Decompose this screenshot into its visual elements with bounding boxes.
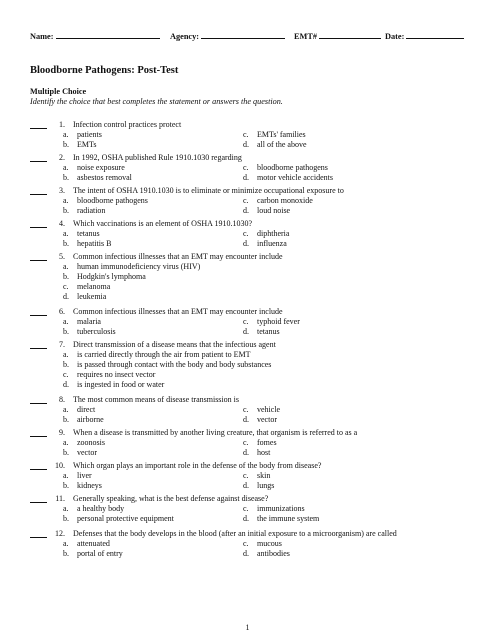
option-text: EMTs — [77, 140, 97, 149]
option-letter: b. — [63, 173, 69, 182]
option-text: patients — [77, 130, 102, 139]
answer-blank[interactable] — [30, 395, 47, 404]
question-text: Generally speaking, what is the best defense against disease? — [73, 494, 269, 503]
option-letter: b. — [63, 481, 69, 490]
option-letter: b. — [63, 514, 69, 523]
option-letter: c. — [63, 282, 69, 291]
test-title: Bloodborne Pathogens: Post-Test — [30, 65, 179, 76]
option-letter: a. — [63, 539, 69, 548]
question-text: Which organ plays an important role in the defense of the body from disease? — [73, 461, 322, 470]
option-text: is passed through contact with the body and body substances — [77, 360, 272, 369]
emt-number-label: EMT# — [294, 32, 318, 41]
name-field-group — [30, 30, 160, 41]
option-text: vector — [77, 448, 97, 457]
date-field-group — [385, 30, 464, 41]
option-letter: d. — [243, 239, 249, 248]
option-letter: a. — [63, 130, 69, 139]
question-number: 3. — [59, 186, 65, 195]
option-text: Hodgkin's lymphoma — [77, 272, 146, 281]
question-text: In 1992, OSHA published Rule 1910.1030 regarding — [73, 153, 242, 162]
option-letter: a. — [63, 471, 69, 480]
option-text: antibodies — [257, 549, 290, 558]
option-text: typhoid fever — [257, 317, 300, 326]
emt-field-group — [294, 30, 381, 41]
agency-field-group — [170, 30, 285, 41]
answer-choices — [0, 350, 495, 390]
question-text: Direct transmission of a disease means that the infectious agent — [73, 340, 276, 349]
option-letter: b. — [63, 272, 69, 281]
answer-blank[interactable] — [30, 428, 47, 437]
option-letter: b. — [63, 140, 69, 149]
option-text: attenuated — [77, 539, 110, 548]
option-text: noise exposure — [77, 163, 125, 172]
option-text: direct — [77, 405, 96, 414]
option-letter: d. — [243, 448, 249, 457]
answer-blank[interactable] — [30, 120, 47, 129]
question-text: Common infectious illnesses that an EMT may encounter include — [73, 307, 283, 316]
answer-blank[interactable] — [30, 252, 47, 261]
option-text: malaria — [77, 317, 101, 326]
question-text: The intent of OSHA 1910.1030 is to eliminate or minimize occupational exposure to — [73, 186, 344, 195]
answer-blank[interactable] — [30, 219, 47, 228]
question-number: 8. — [59, 395, 65, 404]
option-text: vector — [257, 415, 277, 424]
answer-choices — [0, 539, 495, 579]
option-letter: c. — [243, 317, 249, 326]
question-number: 4. — [59, 219, 65, 228]
option-letter: c. — [243, 130, 249, 139]
question-text: Defenses that the body develops in the blood (after an initial exposure to a microorganism) are called — [73, 529, 397, 538]
option-text: all of the above — [257, 140, 307, 149]
question-number: 9. — [59, 428, 65, 437]
date-blank[interactable] — [406, 30, 464, 39]
option-text: mucous — [257, 539, 282, 548]
option-letter: d. — [243, 327, 249, 336]
option-letter: c. — [243, 196, 249, 205]
option-text: diphtheria — [257, 229, 290, 238]
answer-choices — [0, 262, 495, 302]
option-letter: c. — [243, 471, 249, 480]
answer-blank[interactable] — [30, 461, 47, 470]
option-text: EMTs' families — [257, 130, 306, 139]
answer-blank[interactable] — [30, 340, 47, 349]
option-text: skin — [257, 471, 271, 480]
question-text: Common infectious illnesses that an EMT may encounter include — [73, 252, 283, 261]
option-text: bloodborne pathogens — [257, 163, 328, 172]
date-label: Date: — [385, 32, 405, 41]
option-text: human immunodeficiency virus (HIV) — [77, 262, 201, 271]
option-letter: d. — [243, 140, 249, 149]
question-text: The most common means of disease transmission is — [73, 395, 239, 404]
question-number: 11. — [55, 494, 65, 503]
option-text: asbestos removal — [77, 173, 132, 182]
option-text: loud noise — [257, 206, 291, 215]
option-letter: c. — [243, 539, 249, 548]
option-text: fomes — [257, 438, 277, 447]
question-text: Infection control practices protect — [73, 120, 182, 129]
option-text: vehicle — [257, 405, 281, 414]
option-letter: c. — [63, 370, 69, 379]
option-letter: b. — [63, 206, 69, 215]
option-text: melanoma — [77, 282, 111, 291]
question-text: Which vaccinations is an element of OSHA 1910.1030? — [73, 219, 253, 228]
option-letter: d. — [63, 380, 69, 389]
option-text: tetanus — [257, 327, 280, 336]
option-letter: c. — [243, 405, 249, 414]
option-letter: d. — [63, 292, 69, 301]
question-number: 7. — [59, 340, 65, 349]
option-letter: c. — [243, 504, 249, 513]
option-text: portal of entry — [77, 549, 123, 558]
option-letter: a. — [63, 229, 69, 238]
question-number: 5. — [59, 252, 65, 261]
option-letter: a. — [63, 504, 69, 513]
option-letter: d. — [243, 415, 249, 424]
emt-number-blank[interactable] — [319, 30, 381, 39]
option-text: airborne — [77, 415, 104, 424]
question-number: 2. — [59, 153, 65, 162]
answer-blank[interactable] — [30, 186, 47, 195]
option-letter: c. — [243, 438, 249, 447]
option-text: a healthy body — [77, 504, 125, 513]
question-number: 6. — [59, 307, 65, 316]
answer-blank[interactable] — [30, 494, 47, 503]
option-text: kidneys — [77, 481, 102, 490]
option-text: tetanus — [77, 229, 100, 238]
option-letter: d. — [243, 206, 249, 215]
option-letter: b. — [63, 360, 69, 369]
page-number: 1 — [245, 623, 250, 632]
name-blank[interactable] — [56, 30, 160, 39]
option-letter: d. — [243, 549, 249, 558]
option-text: motor vehicle accidents — [257, 173, 333, 182]
option-text: radiation — [77, 206, 106, 215]
option-text: the immune system — [257, 514, 320, 523]
option-text: zoonosis — [77, 438, 105, 447]
option-letter: b. — [63, 239, 69, 248]
question-number: 12. — [55, 529, 65, 538]
option-letter: a. — [63, 196, 69, 205]
section-heading: Multiple Choice — [30, 87, 87, 96]
option-letter: d. — [243, 173, 249, 182]
name-label: Name: — [30, 32, 54, 41]
option-letter: a. — [63, 438, 69, 447]
option-text: is ingested in food or water — [77, 380, 165, 389]
option-text: bloodborne pathogens — [77, 196, 148, 205]
agency-blank[interactable] — [201, 30, 285, 39]
option-letter: a. — [63, 317, 69, 326]
question-number: 1. — [59, 120, 65, 129]
option-letter: d. — [243, 514, 249, 523]
answer-blank[interactable] — [30, 307, 47, 316]
option-letter: b. — [63, 415, 69, 424]
option-letter: c. — [243, 229, 249, 238]
option-text: lungs — [257, 481, 275, 490]
option-text: carbon monoxide — [257, 196, 313, 205]
question-number: 10. — [55, 461, 65, 470]
option-text: liver — [77, 471, 92, 480]
option-text: influenza — [257, 239, 287, 248]
option-letter: a. — [63, 405, 69, 414]
section-instructions: Identify the choice that best completes the statement or answers the question. — [30, 97, 283, 106]
option-letter: a. — [63, 262, 69, 271]
option-text: host — [257, 448, 271, 457]
answer-blank[interactable] — [30, 153, 47, 162]
answer-blank[interactable] — [30, 529, 47, 538]
option-text: requires no insect vector — [77, 370, 156, 379]
option-text: is carried directly through the air from patient to EMT — [77, 350, 251, 359]
question-text: When a disease is transmitted by another living creature, that organism is referred to as a — [73, 428, 358, 437]
option-text: hepatitis B — [77, 239, 112, 248]
option-letter: b. — [63, 549, 69, 558]
option-letter: b. — [63, 448, 69, 457]
option-letter: a. — [63, 350, 69, 359]
option-letter: b. — [63, 327, 69, 336]
option-text: leukemia — [77, 292, 107, 301]
option-letter: c. — [243, 163, 249, 172]
agency-label: Agency: — [170, 32, 200, 41]
option-letter: d. — [243, 481, 249, 490]
option-text: immunizations — [257, 504, 305, 513]
option-letter: a. — [63, 163, 69, 172]
option-text: tuberculosis — [77, 327, 116, 336]
option-text: personal protective equipment — [77, 514, 174, 523]
student-info-header — [30, 30, 470, 42]
